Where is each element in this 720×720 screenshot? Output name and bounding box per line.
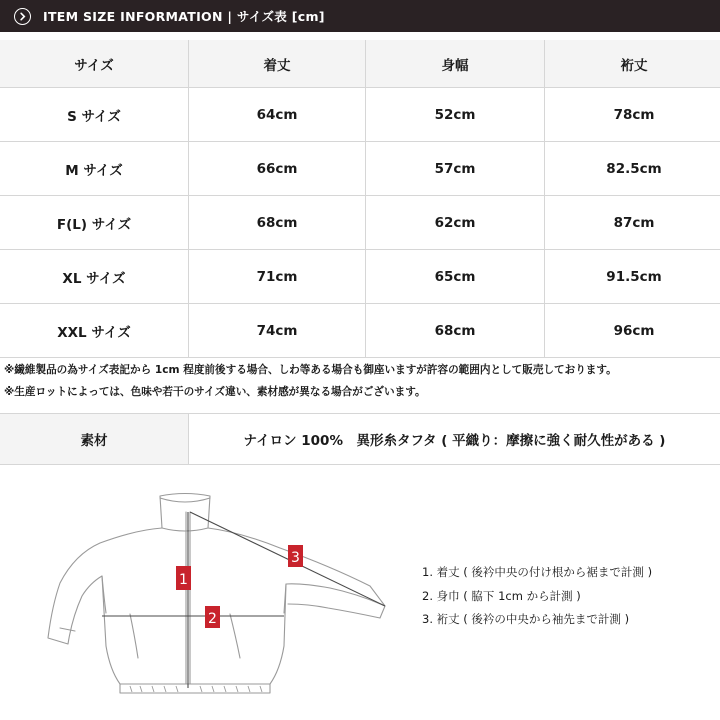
legend-item: 2. 身巾 ( 脇下 1cm から計測 ) [422,588,581,603]
cell-value: 74cm [189,304,366,358]
note-line: ※生産ロットによっては、色味や若干のサイズ違い、素材感が異なる場合がございます。 [4,386,426,398]
notes [4,359,617,403]
cell-value: 52cm [366,88,545,142]
size-table [0,40,720,358]
cell-value: 96cm [545,304,720,358]
section-header [0,0,720,32]
row-label: M サイズ [0,142,189,196]
column-header-size: サイズ [0,40,189,88]
cell-value: 64cm [189,88,366,142]
row-label: F(L) サイズ [0,196,189,250]
material-value: ナイロン 100% 異形糸タフタ ( 平織り：摩擦に強く耐久性がある ) [243,433,666,449]
marker-3-label: 3 [291,550,300,566]
row-label: XL サイズ [0,250,189,304]
note-line: ※繊維製品の為サイズ表記から 1cm 程度前後する場合、しわ等ある場合も御座いますが許容の範囲内として販売しております。 [4,364,617,376]
material-label: 素材 [0,414,189,464]
material-row [0,413,720,465]
cell-value: 68cm [189,196,366,250]
cell-value: 91.5cm [545,250,720,304]
marker-2-label: 2 [208,611,217,627]
cell-value: 62cm [366,196,545,250]
legend-item: 1. 着丈 ( 後衿中央の付け根から裾まで計測 ) [422,565,653,579]
sleeve-measure-line [190,512,385,606]
cell-value: 66cm [189,142,366,196]
table-row [0,304,720,358]
hem-ribbing [130,686,262,692]
column-header-width: 身幅 [366,40,545,88]
row-label: XXL サイズ [0,304,189,358]
cell-value: 68cm [366,304,545,358]
chevron-right-icon [14,8,31,25]
cell-value: 78cm [545,88,720,142]
measurement-legend [422,561,652,632]
measure-lines [102,512,385,688]
table-row [0,88,720,142]
jacket-outline [48,494,385,694]
legend-item: 3. 裄丈 ( 後衿の中央から袖先まで計測 ) [422,612,630,626]
column-header-length: 着丈 [189,40,366,88]
cell-value: 57cm [366,142,545,196]
cell-value: 65cm [366,250,545,304]
cell-value: 87cm [545,196,720,250]
section-title: ITEM SIZE INFORMATION | サイズ表 [cm] [43,9,325,24]
marker-1-label: 1 [179,572,188,588]
jacket-diagram [40,488,400,703]
table-row [0,250,720,304]
table-row [0,196,720,250]
size-table-header-row [0,40,720,88]
column-header-sleeve: 裄丈 [545,40,720,88]
row-label: S サイズ [0,88,189,142]
cell-value: 82.5cm [545,142,720,196]
cell-value: 71cm [189,250,366,304]
table-row [0,142,720,196]
